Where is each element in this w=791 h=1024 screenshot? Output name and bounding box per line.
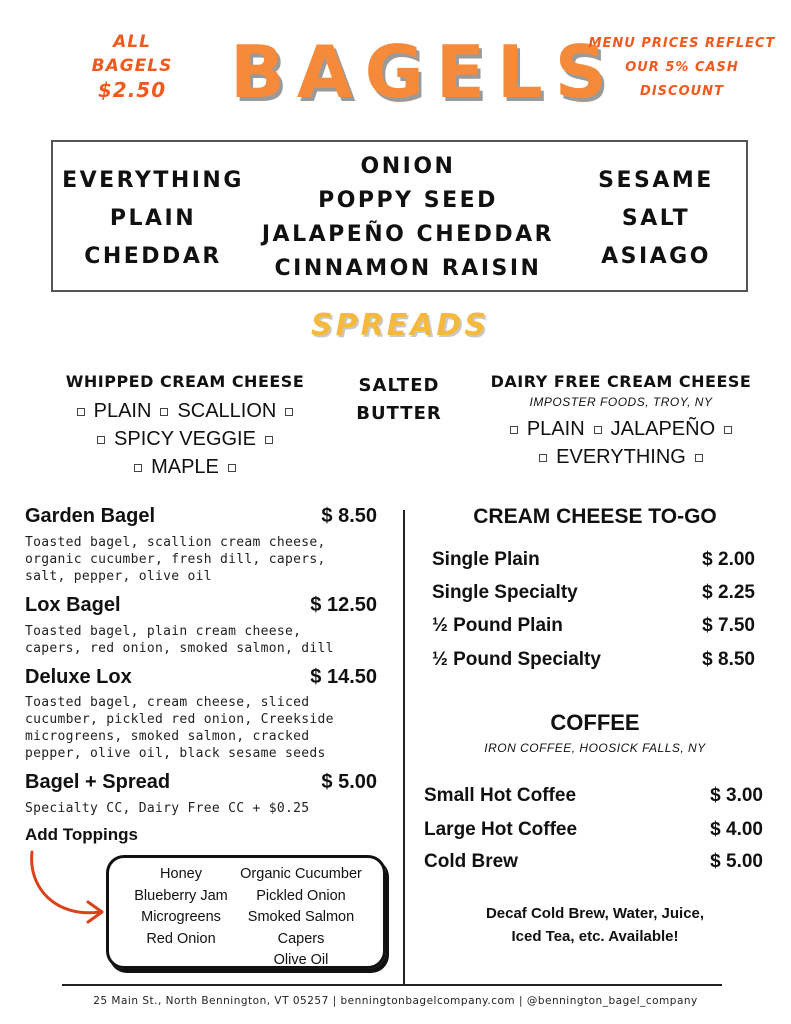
- item-name: Garden Bagel: [25, 505, 156, 527]
- note-line: Iced Tea, etc. Available!: [511, 928, 679, 945]
- coffee-item: [424, 819, 763, 841]
- flavor-item: EVERYTHING: [62, 168, 244, 193]
- all-bagels-line-2: BAGELS: [91, 56, 173, 76]
- item-description: [25, 800, 365, 817]
- togo-item-name: ½ Pound Specialty: [432, 649, 601, 670]
- topping-item: Pickled Onion: [256, 887, 346, 904]
- togo-item-price: $ 7.50: [702, 615, 755, 636]
- togo-item: [432, 649, 755, 671]
- bullet-square-icon: [77, 408, 85, 416]
- togo-item-price: $ 2.00: [702, 549, 755, 570]
- item-name: Bagel + Spread: [25, 771, 171, 793]
- desc-line: cucumber, pickled red onion, Creekside: [25, 712, 334, 727]
- cash-discount-note: [576, 32, 788, 104]
- coffee-item-name: Cold Brew: [424, 851, 518, 872]
- dairy-free-item: JALAPEÑO: [610, 418, 716, 440]
- bullet-square-icon: [594, 426, 602, 434]
- item-price: $ 8.50: [321, 505, 377, 527]
- whipped-row-1: [40, 397, 330, 425]
- topping-item: Red Onion: [146, 930, 216, 947]
- toppings-box: [106, 855, 386, 969]
- togo-item-price: $ 2.25: [702, 582, 755, 603]
- topping-item: Blueberry Jam: [134, 887, 228, 904]
- item-description: [25, 534, 365, 585]
- butter-line-1: SALTED: [358, 375, 440, 396]
- item-description: [25, 694, 365, 762]
- togo-item-price: $ 8.50: [702, 649, 755, 670]
- desc-line: capers, red onion, smoked salmon, dill: [25, 641, 334, 656]
- coffee-item: [424, 785, 763, 807]
- togo-item-name: Single Plain: [432, 549, 540, 570]
- flavor-item: PLAIN: [109, 206, 197, 231]
- menu-item-garden-bagel: [25, 505, 377, 528]
- cream-cheese-togo-heading: CREAM CHEESE TO-GO: [473, 505, 717, 528]
- toppings-right-column: [231, 864, 371, 972]
- topping-item: Organic Cucumber: [240, 866, 362, 882]
- cash-note-line-1: MENU PRICES REFLECT: [588, 36, 776, 51]
- flavor-item: JALAPEÑO CHEDDAR: [261, 222, 555, 247]
- spreads-title: SPREADS: [311, 308, 489, 343]
- menu-item-deluxe-lox: [25, 666, 377, 689]
- dairy-free-item: PLAIN: [526, 418, 585, 440]
- topping-item: Microgreens: [141, 909, 221, 925]
- cash-note-line-3: DISCOUNT: [640, 84, 724, 99]
- whipped-item: SPICY VEGGIE: [114, 428, 256, 450]
- bullet-square-icon: [160, 408, 168, 416]
- whipped-row-3: [40, 453, 330, 481]
- coffee-source: IRON COFFEE, HOOSICK FALLS, NY: [484, 741, 706, 755]
- item-price: $ 14.50: [310, 666, 377, 688]
- flavor-item: ONION: [360, 154, 456, 179]
- flavor-item: CHEDDAR: [84, 244, 222, 269]
- dairy-free-section: [476, 372, 766, 471]
- flavors-right-column: [563, 162, 749, 276]
- all-bagels-line-1: ALL: [113, 32, 151, 52]
- topping-item: Olive Oil: [273, 952, 329, 968]
- curved-arrow-icon: [26, 848, 112, 928]
- coffee-item-name: Small Hot Coffee: [424, 785, 577, 806]
- whipped-cream-cheese-section: [40, 372, 330, 481]
- flavors-left-column: [53, 162, 253, 276]
- whipped-items: [40, 397, 330, 481]
- bullet-square-icon: [695, 454, 703, 462]
- desc-line: microgreens, smoked salmon, cracked: [25, 729, 310, 744]
- bullet-square-icon: [539, 454, 547, 462]
- togo-item-name: ½ Pound Plain: [432, 615, 563, 636]
- togo-item-name: Single Specialty: [432, 582, 578, 603]
- coffee-item-price: $ 4.00: [710, 819, 763, 840]
- footer-divider: [62, 984, 722, 986]
- all-bagels-line-3: $2.50: [97, 78, 167, 102]
- topping-item: Honey: [160, 866, 202, 882]
- bullet-square-icon: [97, 436, 105, 444]
- togo-item: [432, 615, 755, 637]
- coffee-item-name: Large Hot Coffee: [424, 819, 578, 840]
- whipped-heading: WHIPPED CREAM CHEESE: [65, 372, 305, 391]
- coffee-heading: COFFEE: [550, 710, 640, 735]
- bullet-square-icon: [228, 464, 236, 472]
- note-line: Decaf Cold Brew, Water, Juice,: [485, 905, 705, 922]
- add-toppings-heading: Add Toppings: [25, 825, 138, 844]
- bagel-flavors-box: [51, 140, 748, 292]
- togo-item: [432, 549, 755, 571]
- whipped-item: SCALLION: [177, 400, 277, 422]
- other-drinks-note: [420, 902, 770, 948]
- desc-line: salt, pepper, olive oil: [25, 569, 212, 584]
- flavor-item: ASIAGO: [601, 244, 711, 269]
- dairy-free-row-1: [476, 415, 766, 443]
- bullet-square-icon: [265, 436, 273, 444]
- bullet-square-icon: [510, 426, 518, 434]
- flavor-item: POPPY SEED: [318, 188, 498, 213]
- flavor-item: SALT: [621, 206, 691, 231]
- item-description: [25, 623, 365, 657]
- footer-contact: 25 Main St., North Bennington, VT 05257 | benningtonbagelcompany.com | @bennington_bagel_company: [93, 995, 698, 1007]
- flavor-item: CINNAMON RAISIN: [274, 256, 542, 281]
- desc-line: organic cucumber, fresh dill, capers,: [25, 552, 326, 567]
- desc-line: pepper, olive oil, black sesame seeds: [25, 746, 326, 761]
- desc-line: Toasted bagel, scallion cream cheese,: [25, 535, 326, 550]
- topping-item: Smoked Salmon: [247, 909, 355, 925]
- dairy-free-heading: DAIRY FREE CREAM CHEESE: [490, 372, 752, 391]
- menu-item-bagel-spread: [25, 771, 377, 794]
- bullet-square-icon: [724, 426, 732, 434]
- coffee-item-price: $ 5.00: [710, 851, 763, 872]
- desc-line: Toasted bagel, cream cheese, sliced: [25, 695, 310, 710]
- topping-item: Capers: [277, 930, 325, 947]
- bullet-square-icon: [134, 464, 142, 472]
- whipped-row-2: [40, 425, 330, 453]
- coffee-item: [424, 851, 763, 873]
- butter-line-2: BUTTER: [356, 403, 442, 424]
- page-title: BAGELS: [230, 30, 619, 114]
- cash-note-line-2: OUR 5% CASH: [625, 60, 739, 75]
- flavors-middle-column: [253, 150, 563, 286]
- toppings-left-column: [125, 864, 237, 950]
- whipped-item: MAPLE: [151, 456, 219, 478]
- salted-butter: [344, 372, 454, 428]
- dairy-free-source: IMPOSTER FOODS, TROY, NY: [529, 395, 713, 409]
- dairy-free-row-2: [476, 443, 766, 471]
- item-name: Deluxe Lox: [25, 666, 132, 688]
- dairy-free-item: EVERYTHING: [556, 446, 686, 468]
- bullet-square-icon: [285, 408, 293, 416]
- item-price: $ 5.00: [321, 771, 377, 793]
- all-bagels-price-note: [72, 30, 192, 102]
- item-price: $ 12.50: [310, 594, 377, 616]
- desc-line: Specialty CC, Dairy Free CC + $0.25: [25, 801, 310, 816]
- whipped-item: PLAIN: [93, 400, 152, 422]
- desc-line: Toasted bagel, plain cream cheese,: [25, 624, 302, 639]
- menu-item-lox-bagel: [25, 594, 377, 617]
- item-name: Lox Bagel: [25, 594, 121, 616]
- dairy-free-items: [476, 415, 766, 471]
- coffee-item-price: $ 3.00: [710, 785, 763, 806]
- column-divider: [403, 510, 405, 984]
- togo-item: [432, 582, 755, 604]
- flavor-item: SESAME: [598, 168, 714, 193]
